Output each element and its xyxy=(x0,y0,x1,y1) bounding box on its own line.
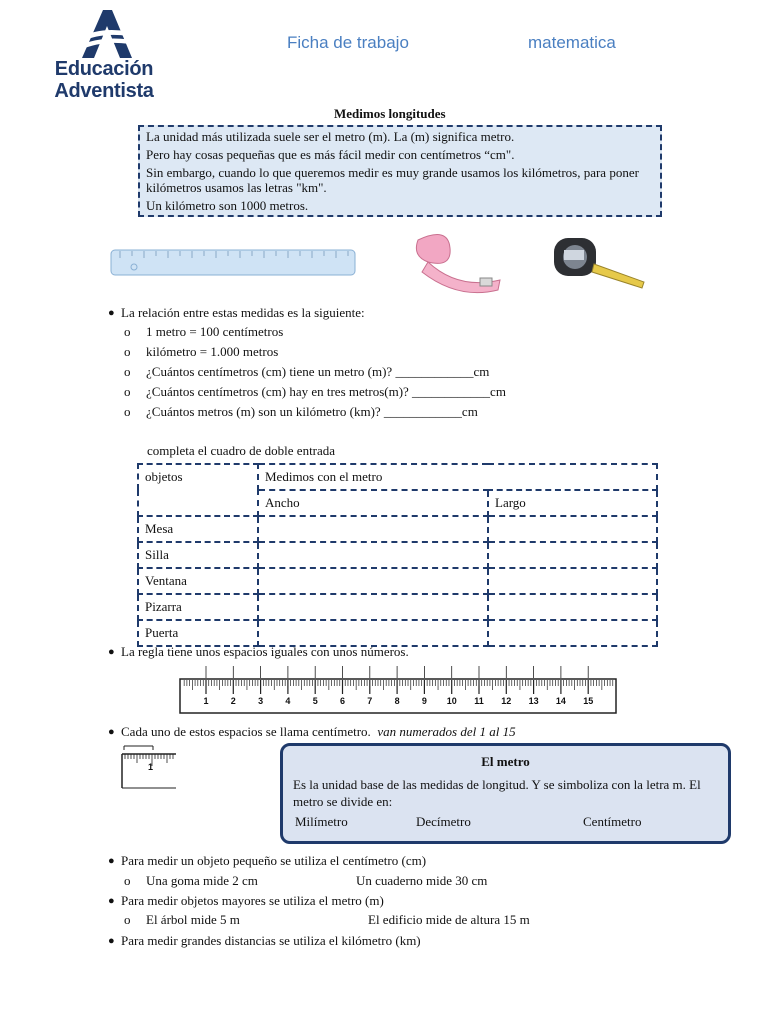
table-row xyxy=(138,620,657,646)
metro-box xyxy=(280,743,731,844)
ruler-note-text: La regla tiene unos espacios iguales con unos números. xyxy=(121,644,409,659)
metro-description: Es la unidad base de las medidas de longitud. Y se simboliza con la letra m. El metro se divide en: xyxy=(293,777,701,809)
example-text: El árbol mide 5 m xyxy=(146,912,240,927)
tape-measure-image xyxy=(550,232,646,292)
cm-note-text: Cada uno de estos espacios se llama centímetro. xyxy=(121,724,371,739)
info-line: Sin embargo, cuando lo que queremos medir es muy grande usamos los kilómetros, para poner kilómetros usamos las letras "km". xyxy=(146,165,639,195)
mini-ruler-label: 1 xyxy=(148,762,154,772)
list-item: o ¿Cuántos centímetros (cm) tiene un metro (m)? ____________cm xyxy=(124,364,490,379)
list-item: o 1 metro = 100 centímetros xyxy=(124,324,284,339)
list-item: o ¿Cuántos centímetros (cm) hay en tres metros(m)? ____________cm xyxy=(124,384,506,399)
unit-milimetro: Milímetro xyxy=(295,814,348,829)
largo-cell[interactable] xyxy=(488,516,657,542)
relation-intro: La relación entre estas medidas es la siguiente: xyxy=(121,305,365,320)
bullet-relation: ● La relación entre estas medidas es la siguiente: xyxy=(108,305,365,320)
table-header-group: Medimos con el metro xyxy=(258,464,657,490)
table-row-label: Silla xyxy=(138,542,258,568)
logo-a-icon xyxy=(72,8,134,60)
ruler-number: 9 xyxy=(421,696,427,706)
ancho-cell[interactable] xyxy=(258,594,488,620)
table-row xyxy=(138,568,657,594)
table-header-largo: Largo xyxy=(488,490,657,516)
ruler-number: 15 xyxy=(583,696,594,706)
list-item-text: ¿Cuántos metros (m) son un kilómetro (km)? ____________cm xyxy=(146,404,478,419)
ruler-number: 8 xyxy=(394,696,400,706)
info-box xyxy=(138,125,662,217)
header-title: Ficha de trabajo xyxy=(287,33,409,52)
list-item-text: 1 metro = 100 centímetros xyxy=(146,324,284,339)
ancho-cell[interactable] xyxy=(258,516,488,542)
ancho-cell[interactable] xyxy=(258,568,488,594)
cm-note-italic: van numerados del 1 al 15 xyxy=(377,724,516,739)
km-usage-text: Para medir grandes distancias se utiliza el kilómetro (km) xyxy=(121,933,421,948)
list-item-text: ¿Cuántos centímetros (cm) tiene un metro (m)? ____________cm xyxy=(146,364,490,379)
ruler-number: 14 xyxy=(555,696,566,706)
header-subject: matematica xyxy=(528,33,616,52)
largo-cell[interactable] xyxy=(488,542,657,568)
table-header-ancho: Ancho xyxy=(258,490,488,516)
list-item-text: kilómetro = 1.000 metros xyxy=(146,344,279,359)
largo-cell[interactable] xyxy=(488,620,657,646)
info-line: La unidad más utilizada suele ser el metro (m). La (m) significa metro. xyxy=(146,129,515,144)
table-row-label: Pizarra xyxy=(138,594,258,620)
table-row-label: Mesa xyxy=(138,516,258,542)
ruler-number: 3 xyxy=(258,696,264,706)
table-row xyxy=(138,516,657,542)
example-text: Una goma mide 2 cm xyxy=(146,873,258,888)
table-instruction: completa el cuadro de doble entrada xyxy=(147,443,336,458)
mini-ruler xyxy=(120,744,180,790)
ruler-number: 12 xyxy=(501,696,512,706)
bullet-ruler-note: ● La regla tiene unos espacios iguales con unos números. xyxy=(108,644,409,659)
ruler-number: 11 xyxy=(474,696,484,706)
table-row-label: Ventana xyxy=(138,568,258,594)
ruler-image xyxy=(110,249,356,276)
measurement-table xyxy=(137,463,658,647)
ruler-number: 7 xyxy=(367,696,373,706)
info-line: Pero hay cosas pequeñas que es más fácil medir con centímetros “cm". xyxy=(146,147,515,162)
ruler-number: 10 xyxy=(446,696,457,706)
largo-cell[interactable] xyxy=(488,594,657,620)
bullet-m-usage: ● Para medir objetos mayores se utiliza el metro (m) xyxy=(108,893,384,908)
list-item: o kilómetro = 1.000 metros xyxy=(124,344,279,359)
cm-usage-text: Para medir un objeto pequeño se utiliza el centímetro (cm) xyxy=(121,853,427,868)
logo-text-line1: Educación xyxy=(54,58,154,80)
logo-text-line2: Adventista xyxy=(54,80,154,102)
table-row xyxy=(138,594,657,620)
tape-measure-image xyxy=(408,228,504,300)
cm-ruler xyxy=(178,664,618,714)
table-row-label: Puerta xyxy=(138,620,258,646)
list-item: o El árbol mide 5 m xyxy=(124,912,240,927)
ruler-number: 1 xyxy=(203,696,209,706)
unit-centimetro: Centímetro xyxy=(583,814,642,829)
ancho-cell[interactable] xyxy=(258,542,488,568)
largo-cell[interactable] xyxy=(488,568,657,594)
page-heading: Medimos longitudes xyxy=(334,106,446,121)
ruler-number: 13 xyxy=(528,696,539,706)
bullet-km-usage: ● Para medir grandes distancias se utiliza el kilómetro (km) xyxy=(108,933,421,948)
example-text-2: Un cuaderno mide 30 cm xyxy=(356,873,488,888)
list-item-text: ¿Cuántos centímetros (cm) hay en tres metros(m)? ____________cm xyxy=(146,384,506,399)
ancho-cell[interactable] xyxy=(258,620,488,646)
logo xyxy=(36,6,169,105)
m-usage-text: Para medir objetos mayores se utiliza el metro (m) xyxy=(121,893,384,908)
unit-decimetro: Decímetro xyxy=(416,814,471,829)
table-row xyxy=(138,542,657,568)
example-text-2: El edificio mide de altura 15 m xyxy=(368,912,530,927)
bullet-cm-usage: ● Para medir un objeto pequeño se utiliza el centímetro (cm) xyxy=(108,853,427,868)
info-line: Un kilómetro son 1000 metros. xyxy=(146,198,309,213)
list-item: o Una goma mide 2 cm xyxy=(124,873,258,888)
table-header-objects: objetos xyxy=(138,464,258,516)
ruler-number: 2 xyxy=(230,696,236,706)
metro-title: El metro xyxy=(481,754,530,769)
ruler-number: 5 xyxy=(312,696,318,706)
ruler-number: 6 xyxy=(339,696,346,706)
bullet-cm-note: ● Cada uno de estos espacios se llama centímetro. van numerados del 1 al 15 xyxy=(108,724,516,739)
ruler-number: 4 xyxy=(285,696,291,706)
list-item: o ¿Cuántos metros (m) son un kilómetro (km)? ____________cm xyxy=(124,404,478,419)
